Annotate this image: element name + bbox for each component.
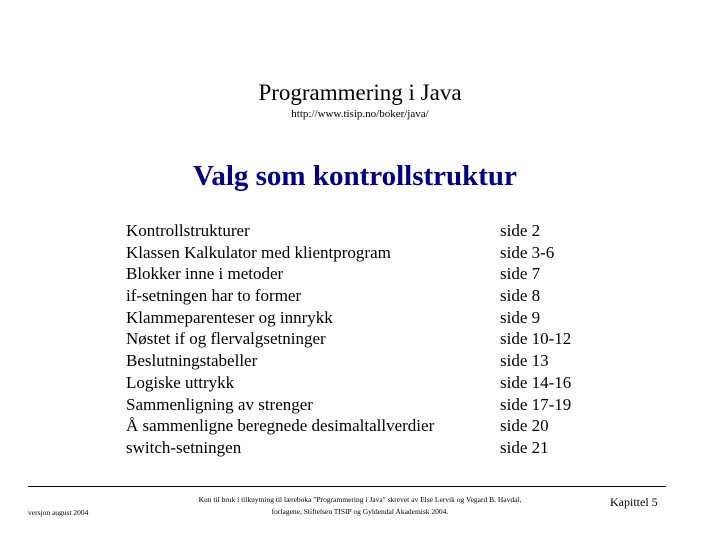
table-of-contents [126, 220, 596, 459]
toc-row [126, 372, 596, 394]
toc-page: side 14-16 [500, 372, 572, 392]
toc-row [126, 242, 596, 264]
toc-topic: Nøstet if og flervalgsetninger [126, 329, 326, 349]
toc-row [126, 394, 596, 416]
footer-divider [28, 486, 666, 487]
toc-row [126, 307, 596, 329]
toc-row [126, 437, 596, 459]
header-url[interactable]: http://www.tisip.no/boker/java/ [291, 108, 429, 120]
footer-credit-line: forlagene, Stiftelsen TISIP og Gyldendal Akademisk 2004. [271, 507, 449, 516]
toc-topic: Klassen Kalkulator med klientprogram [126, 242, 391, 262]
toc-page: side 13 [500, 351, 549, 371]
toc-page: side 2 [500, 221, 541, 240]
toc-row [126, 220, 596, 242]
toc-page: side 9 [500, 307, 541, 327]
toc-topic: Logiske uttrykk [126, 372, 235, 392]
toc-row [126, 328, 596, 350]
toc-topic: switch-setningen [126, 437, 242, 457]
toc-page: side 10-12 [500, 329, 572, 349]
toc-topic: Blokker inne i metoder [126, 264, 284, 284]
header-title: Programmering i Java [258, 80, 462, 105]
footer-credit-line: Kun til bruk i tilknytning til læreboka "Programmering i Java" skrevet av Else Lervik og Vegard B. Havdal, [198, 495, 522, 504]
toc-topic: Beslutningstabeller [126, 351, 258, 371]
toc-topic: Klammeparenteser og innrykk [126, 307, 333, 327]
toc-row [126, 350, 596, 372]
toc-topic: if-setningen har to former [126, 286, 302, 306]
toc-page: side 21 [500, 437, 549, 457]
toc-topic: Å sammenligne beregnede desimaltallverdier [126, 416, 435, 436]
toc-row [126, 415, 596, 437]
slide-title: Valg som kontrollstruktur [193, 160, 517, 192]
toc-page: side 3-6 [500, 242, 555, 262]
footer-chapter: Kapittel 5 [610, 495, 658, 509]
toc-topic: Kontrollstrukturer [126, 221, 250, 240]
toc-row [126, 285, 596, 307]
footer-credit [170, 494, 550, 518]
toc-page: side 7 [500, 264, 541, 284]
footer-version: versjon august 2004 [28, 508, 89, 517]
toc-page: side 20 [500, 416, 549, 436]
toc-page: side 17-19 [500, 394, 572, 414]
toc-topic: Sammenligning av strenger [126, 394, 313, 414]
toc-row [126, 263, 596, 285]
toc-page: side 8 [500, 286, 541, 306]
